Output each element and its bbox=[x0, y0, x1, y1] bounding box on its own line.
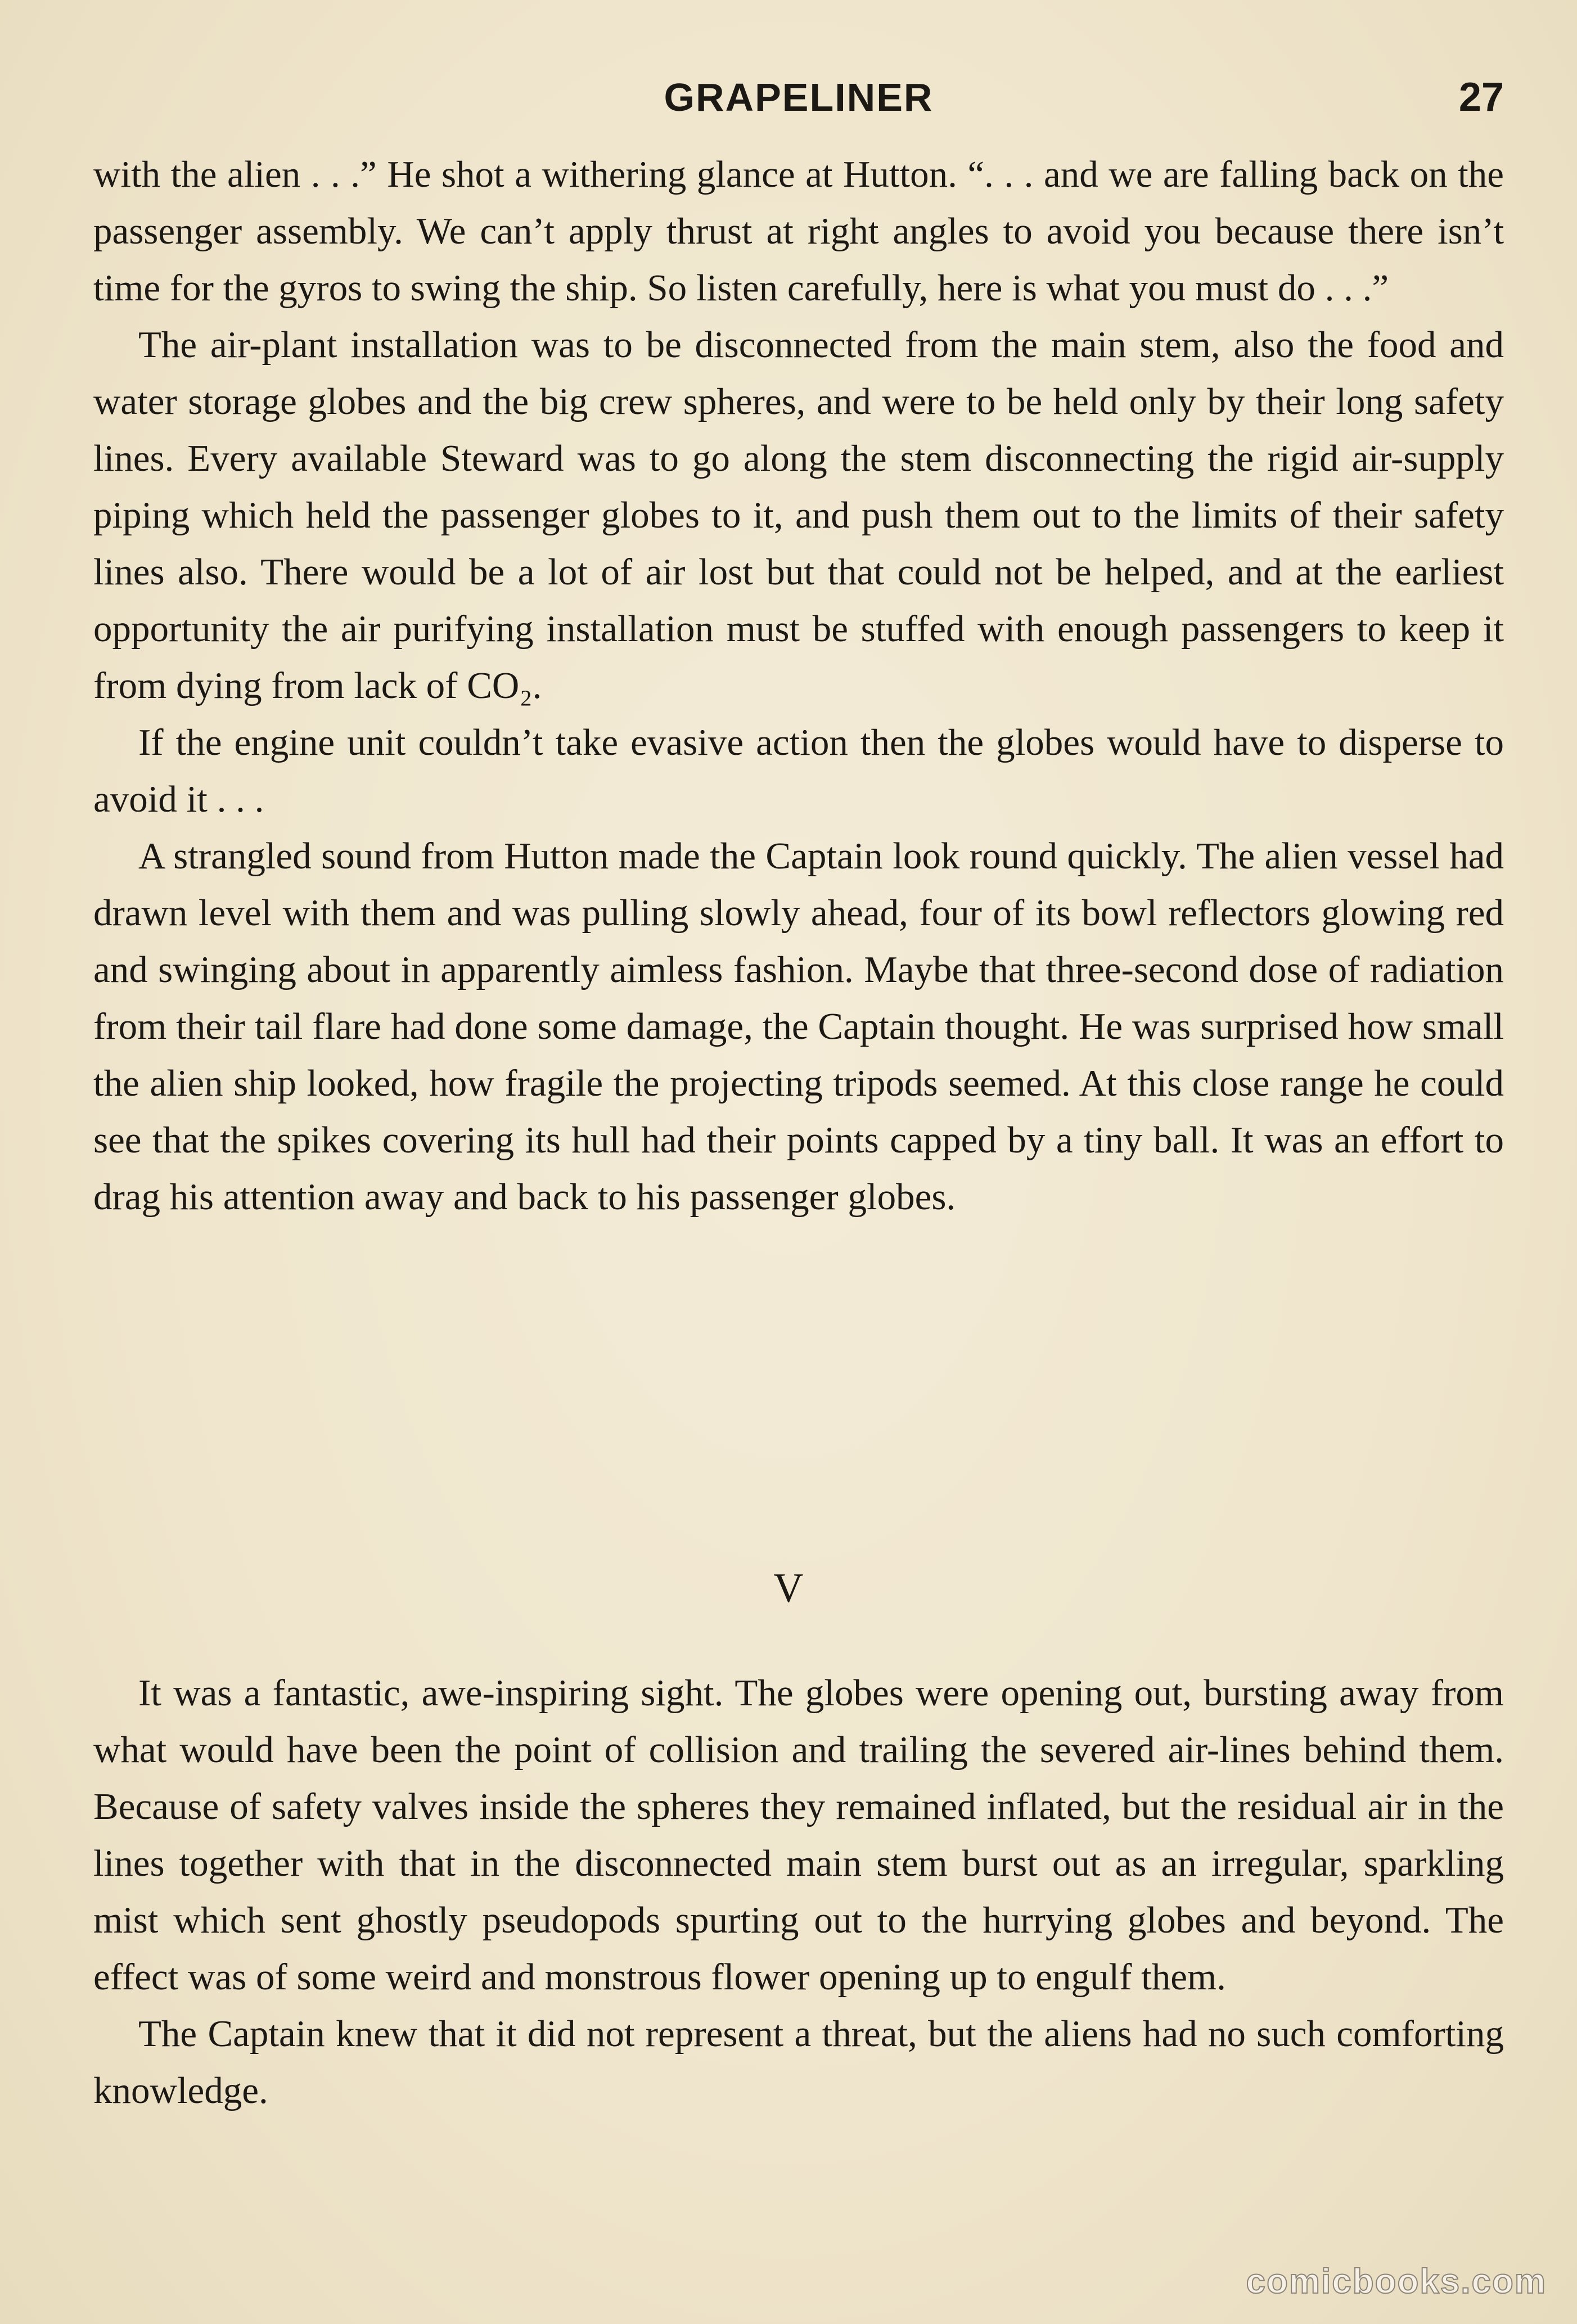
paragraph: The Captain knew that it did not represent a threat, but the aliens had no such comforting knowledge. bbox=[93, 2013, 1504, 2111]
paragraph: The air-plant installation was to be disconnected from the main stem, also the food and water storage globes and the big crew spheres, and were to be held only by their long safety lines. Every available Steward was to go along the stem disconnecting the rigid air-supply piping which held the passenger globes to it, and push them out to the limits of their safety lines also. There would be a lot of air lost but that could not be helped, and at the earliest opportunity the air purifying installation must be stuffed with enough passengers to keep it from dying from lack of CO₂. bbox=[93, 324, 1504, 706]
paragraph: A strangled sound from Hutton made the Captain look round quickly. The alien vessel had drawn level with them and was pulling slowly ahead, four of its bowl reflectors glowing red and swinging about in apparently aimless fashion. Maybe that three-second dose of radiation from their tail flare had done some damage, the Captain thought. He was surprised how small the alien ship looked, how fragile the projecting tripods seemed. At this close range he could see that the spikes covering its hull had their points capped by a tiny ball. It was an effort to drag his attention away and back to his passenger globes. bbox=[93, 835, 1504, 1218]
section-heading: V bbox=[773, 1565, 804, 1611]
text-block-before-section bbox=[93, 146, 1504, 1226]
watermark: comicbooks.com bbox=[1246, 2262, 1547, 2301]
text-block-after-section bbox=[93, 1665, 1504, 2119]
page-number: 27 bbox=[1458, 75, 1504, 120]
paragraph: If the engine unit couldn’t take evasive action then the globes would have to disperse to avoid it . . . bbox=[93, 722, 1504, 820]
running-head bbox=[93, 72, 1504, 123]
paragraph: It was a fantastic, awe-inspiring sight. The globes were opening out, bursting away from what would have been the point of collision and trailing the severed air-lines behind them. Because of safety valves inside the spheres they remained inflated, but the residual air in the lines together with that in the disconnected main stem burst out as an irregular, sparkling mist which sent ghostly pseudopods spurting out to the hurrying globes and beyond. The effect was of some weird and monstrous flower opening up to engulf them. bbox=[93, 1672, 1504, 1998]
running-title: GRAPELINER bbox=[664, 75, 934, 119]
paragraph: with the alien . . .” He shot a withering glance at Hutton. “. . . and we are falling back on the passenger assembly. We can’t apply thrust at right angles to avoid you because there isn’t time for the gyros to swing the ship. So listen carefully, here is what you must do . . .” bbox=[93, 154, 1504, 309]
